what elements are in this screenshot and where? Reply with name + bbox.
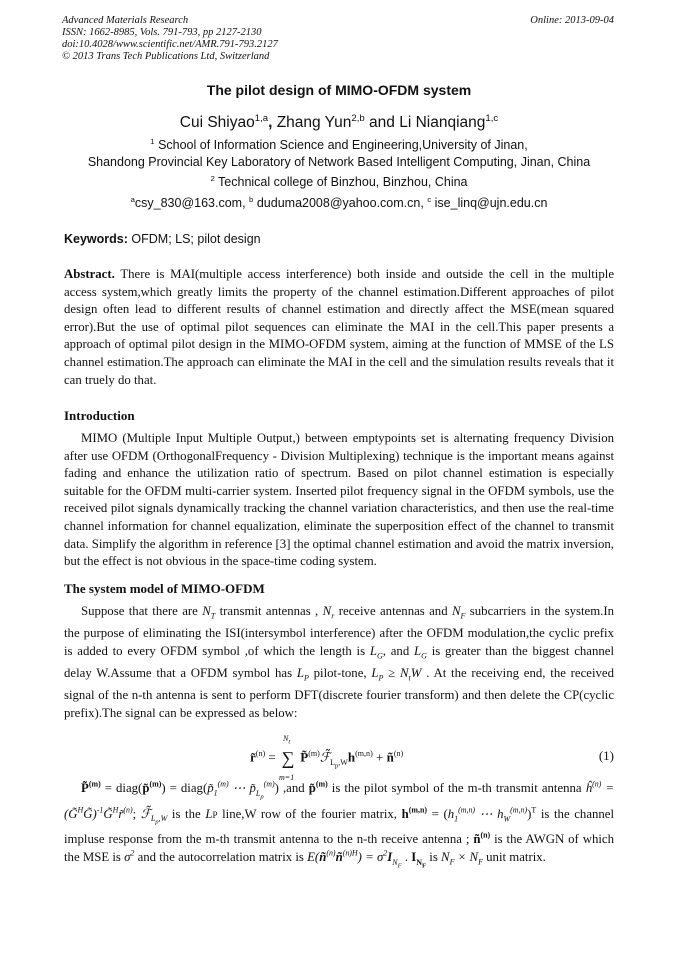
abstract-label: Abstract. — [64, 267, 115, 281]
online-date: Online: 2013-09-04 — [530, 15, 614, 26]
author-name: Li Nianqiang — [399, 114, 486, 131]
email-sup: b — [249, 194, 254, 204]
math-sigma: $\sigma^2$ — [124, 848, 135, 865]
math-lp-ineq: $L_P \ge N_tW$ — [371, 665, 422, 683]
email: csy_830@163.com, — [134, 196, 246, 210]
text-run: and the autocorrelation matrix is — [137, 850, 304, 865]
math-lg: $L_G$ — [414, 643, 427, 661]
text-run: is the — [171, 806, 201, 821]
abstract — [64, 266, 614, 389]
text-run: Suppose that there are — [81, 604, 198, 618]
journal-header — [62, 15, 278, 63]
math-nt: $N_T$ — [202, 604, 216, 621]
text-run: transmit antennas , — [219, 604, 319, 618]
text-run: ) ,and — [274, 781, 305, 795]
math-hhat: $ĥ^{(n)}$ = (G̃$^H$G̃)$^{-1}$G̃$^H$r̃$^{(n)}$ — [64, 779, 615, 821]
keywords — [64, 232, 261, 246]
text-run: . At the receiving end, the received signal of the n-th antenna is sent to perform DFT(discrete fourier transform) and then delete the CP(cyclic prefix).The signal can be expressed as below: — [64, 665, 614, 720]
keywords-label: Keywords: — [64, 232, 128, 246]
author-sup: 2,b — [351, 112, 365, 124]
text-run: is — [429, 850, 438, 865]
text-run: receive antennas and — [338, 604, 448, 618]
doi-line: doi:10.4028/www.scientific.net/AMR.791-793.2127 — [62, 39, 278, 50]
math-p: P̃$^{(m)}$ — [81, 779, 101, 795]
aff-sup: 1 — [150, 136, 155, 146]
text-run: is the AWGN of which the MSE is — [64, 832, 614, 865]
math-p: p̃$^{(m)}$ — [308, 779, 328, 795]
text-run: pilot-tone, — [313, 665, 367, 680]
text-run: = diag( — [104, 781, 143, 795]
aff-line: School of Information Science and Engineering,University of Jinan, — [158, 138, 528, 152]
author-name: Cui Shiyao — [179, 114, 255, 131]
aff-line: Technical college of Binzhou, Binzhou, China — [218, 175, 468, 189]
aff-line: Shandong Provincial Key Laboratory of Network Based Intelligent Computing, Jinan, China — [87, 155, 591, 169]
text-run: unit matrix. — [486, 850, 546, 865]
keywords-text: OFDM; LS; pilot design — [131, 232, 261, 246]
math-lp: $L_P$ — [296, 665, 309, 683]
text-run: is the pilot symbol of the m-th transmit antenna — [331, 781, 582, 795]
math-autocorr: $E(ñ^{(n)}ñ^{(n)H}) = \sigma^2I_{N_F}$ — [307, 848, 402, 870]
text-run: is the channel impluse response from the m-th transmit antenna to the n-th receive antenna ; — [64, 806, 615, 847]
paper-title: The pilot design of MIMO-OFDM system — [206, 82, 472, 98]
text-run: subcarriers in the system.In the purpose of eliminating the ISI(intersymbol interference) after the OFDM modulation,the cyclic prefix is added to every OFDM symbol ,of which the length is — [64, 604, 615, 658]
author-name: Zhang Yun — [276, 114, 352, 131]
math-i: $I_{N_F}$ — [411, 850, 427, 870]
emails — [0, 195, 678, 212]
email-sup: a — [130, 194, 135, 204]
math-lg: $L_G$ — [369, 643, 383, 661]
issn-line: ISSN: 1662-8985, Vols. 791-793, pp 2127-2130 — [62, 27, 262, 38]
affiliation-1 — [0, 137, 678, 171]
equation-1 — [0, 734, 678, 782]
intro-heading: Introduction — [64, 408, 135, 423]
text-run: is greater than the biggest channel delay W.Assume that a OFDM symbol has — [64, 643, 615, 680]
sysmodel-heading: The system model of MIMO-OFDM — [64, 581, 265, 596]
copyright-line: © 2013 Trans Tech Publications Ltd, Switzerland — [62, 51, 270, 62]
equation-body: r̃$^{(n)}$ = ∑ $N_t$ m=1 $P̃^{(m)}ℱ̃_{L_p,W}h^{(m,n)}$ + $ñ^{(n)}$ — [250, 734, 404, 782]
math-nf: $N_F$ — [451, 604, 466, 621]
text-run: line,W row of the fourier matrix, — [222, 806, 397, 821]
math-h: $h^{(m,n)}$ — [401, 805, 427, 821]
math-fourier: $ℱ̃_{L_p,W}$ — [140, 806, 168, 826]
sysmodel-paragraph-1 — [64, 603, 614, 722]
author-list: Cui Shiyao$^{1,a}$, Zhang Yun$^{2,b}$ and Li Nianqiang$^{1,c}$ — [179, 112, 499, 131]
affiliation-2 — [0, 174, 678, 191]
text-run: ) = diag( — [161, 781, 208, 795]
email: ise_linq@ujn.edu.cn — [434, 196, 548, 210]
aff-sup: 2 — [210, 173, 215, 183]
math-p: p̃$^{(m)}$ — [142, 779, 162, 795]
email-sup: c — [427, 194, 432, 204]
sysmodel-paragraph-2: P̃$^{(m)}$ = diag(p̃$^{(m)}$) = $diag(p̃_1^{(m)}$ ⋯ $p̃_{L_p}^{(m)}$) ,and p̃$^{(m)}$ is the pilot symbol of the m-th transmit antenna $ĥ^{(n)}$ = (G̃$^H$G̃)$^{-1}$G̃$^H$r̃$^{(n)}$; $ℱ̃_{L_p,W}$ is the LP line,W row of the fourier matrix, $h^{(m,n)} = (h_1^{(m,n)}$ ⋯ $h_W^{(m,n)})^T$ is the channel impluse response from the m-th transmit antenna to the n-th receive antenna ; $ñ^{(n)}$ is the AWGN of which the MSE is $\sigma^2$ and the autocorrelation matrix is $E(ñ^{(n)}ñ^{(n)H}) = \sigma^2I_{N_F}$ . $I_{N_F}$ is $N_F \times N_F$ unit matrix. — [64, 779, 615, 870]
author-sup: 1,a — [254, 112, 269, 124]
math-nr: $N_r$ — [322, 604, 335, 621]
math-pvec: $p̃_1^{(m)}$ ⋯ $p̃_{L_p}^{(m)}$ — [207, 779, 275, 801]
author-sup: 1,c — [485, 112, 499, 124]
email: duduma2008@yahoo.com.cn, — [256, 196, 424, 210]
intro-paragraph: MIMO (Multiple Input Multiple Output,) between emptypoints set is alternating frequency Division after use OFDM (OrthogonalFrequency - Division Multiplexing) technique is the important means against fading and enhance the utilization ratio of spectrum. Based on pilot channel estimation is especially suitable for the OFDM multi-carrier system. Inserted pilot frequency signal in the OFDM symbols, use the received pilot signals dynamically tracking the channel variation characteristics, and then use the real-time channel information for channel equalization, eliminate the superposition effect of the channel to transmit data. Simplify the algorithm in reference [3] the optimal channel estimation and avoid the matrix inversion, but the effect is not obvious in the space-time coding system. — [64, 431, 614, 569]
abstract-text: There is MAI(multiple access interference) both inside and outside the cell in the multiple access system,which greatly limits the property of the channel estimation.Different approaches of pilot design often lead to different results of channel estimation and directly affect the MSE(mean squared error).But the use of optimal pilot sequences can eliminate the MAI in the cell.This paper presents a approach of optimal pilot design in the MIMO-OFDM system, aiming at the function of MMSE of the LS channel estimation.The approach can eliminate the MAI in the cell and the simulation results reveals that it can truely do that. — [64, 267, 614, 387]
math-lp: L — [205, 806, 213, 821]
journal-name: Advanced Materials Research — [62, 15, 189, 26]
math-n: $ñ^{(n)}$ — [473, 831, 491, 847]
math-dims: $N_F \times N_F$ — [441, 850, 483, 867]
text-run: , and — [382, 643, 410, 658]
equation-number: (1) — [598, 748, 614, 763]
